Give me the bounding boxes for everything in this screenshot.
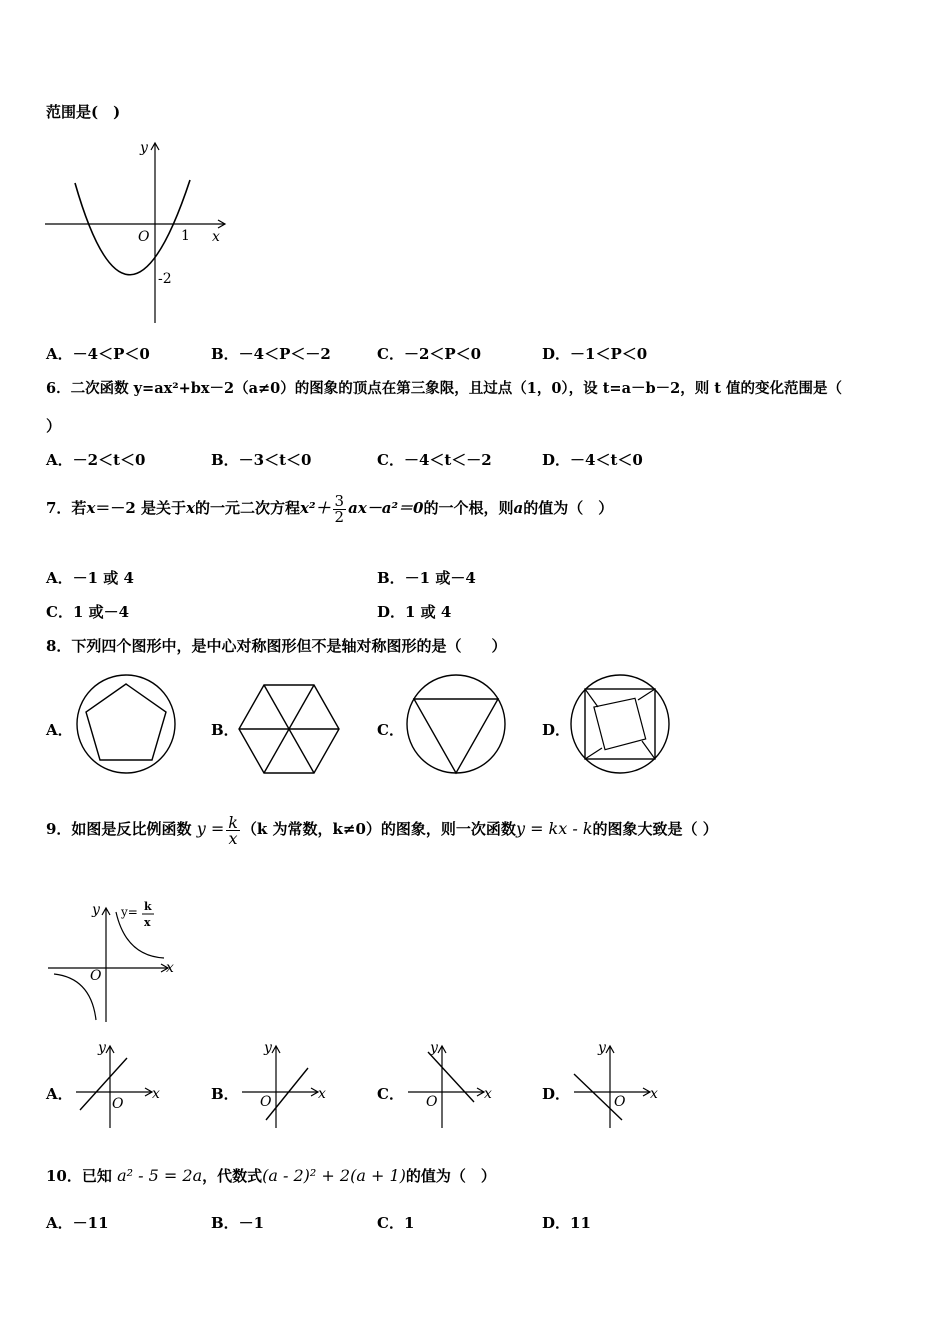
q7-option-b[interactable]: B．－1 或－4	[377, 569, 476, 587]
q7-stem	[46, 486, 613, 530]
q9d-x: x	[650, 1086, 658, 1102]
q9b-x: x	[318, 1086, 326, 1102]
q9-hyperbola-graph	[46, 898, 186, 1028]
q10-option-c[interactable]: C．1	[377, 1214, 415, 1232]
q9-y-eq: y =	[196, 819, 225, 838]
q5-option-a[interactable]: A．－4＜P＜0	[46, 345, 150, 363]
q7-ax: ax－a²＝0	[348, 499, 424, 517]
q9-option-b[interactable]: B．	[211, 1085, 239, 1103]
q10-option-b[interactable]: B．－1	[211, 1214, 265, 1232]
q8-label-b[interactable]: B．	[211, 721, 239, 739]
q9-graph-b	[238, 1040, 333, 1130]
q9-suffix: 的图象大致是（ ）	[592, 820, 718, 838]
q9c-o: O	[426, 1094, 438, 1110]
q8-label-d[interactable]: D．	[542, 721, 571, 739]
q9a-x: x	[152, 1086, 160, 1102]
q5-parabola-graph	[40, 138, 240, 333]
q7-a-var: a	[513, 499, 524, 517]
q5-one-label: 1	[181, 228, 190, 244]
q7-mid: 的一元二次方程	[195, 499, 301, 517]
q7-frac-num: 3	[334, 491, 345, 510]
q9b-o: O	[260, 1094, 272, 1110]
q8-figure-d-square-in-circle	[568, 672, 672, 776]
q7-frac-den: 2	[334, 507, 345, 526]
q9d-y: y	[598, 1040, 606, 1056]
q9-graph-c	[404, 1040, 499, 1130]
q9-linear: y = kx - k	[515, 819, 593, 838]
q5-y-label: y	[140, 140, 148, 156]
q7-xsq: x²＋	[300, 499, 331, 517]
q9-fraction	[226, 812, 240, 848]
q10-option-d[interactable]: D．11	[542, 1214, 591, 1232]
q7-suffix: 的一个根，则	[423, 499, 514, 517]
q9-option-d[interactable]: D．	[542, 1085, 571, 1103]
q10-expression: (a - 2)² + 2(a + 1)	[262, 1166, 406, 1185]
q7-x-var2: x	[186, 499, 196, 517]
q5-stem-tail: 范围是( )	[46, 103, 121, 121]
q5-option-c[interactable]: C．－2＜P＜0	[377, 345, 482, 363]
q7-fraction	[333, 491, 347, 526]
q6-option-d[interactable]: D．－4＜t＜0	[542, 451, 643, 469]
q10-mid: ，代数式	[202, 1167, 263, 1185]
q9-curve-label: y=	[121, 905, 138, 919]
q9a-y: y	[98, 1040, 106, 1056]
q9a-o: O	[112, 1096, 124, 1112]
q9-graph-d	[570, 1040, 665, 1130]
q8-figure-a-pentagon-in-circle	[74, 672, 178, 776]
q9-frac-den: x	[228, 828, 238, 848]
q7-x-var: x	[86, 499, 96, 517]
q9-frac-num: k	[228, 812, 238, 832]
q9-main-x-label: x	[166, 960, 174, 976]
q5-origin-label: O	[138, 229, 150, 245]
q10-equation: a² - 5 = 2a	[117, 1166, 203, 1185]
q9-option-a[interactable]: A．	[46, 1085, 73, 1103]
q5-option-b[interactable]: B．－4＜P＜－2	[211, 345, 331, 363]
q10-option-a[interactable]: A．－11	[46, 1214, 109, 1232]
q7-eq1: ＝－2 是关于	[95, 499, 187, 517]
q5-x-label: x	[212, 229, 220, 245]
q9c-x: x	[484, 1086, 492, 1102]
q7-option-c[interactable]: C．1 或－4	[46, 603, 130, 621]
q8-figure-c-triangle-in-circle	[404, 672, 508, 776]
q6-option-c[interactable]: C．－4＜t＜－2	[377, 451, 492, 469]
q7-end: 的值为（ ）	[523, 499, 614, 517]
q9-stem	[46, 805, 718, 853]
q5-neg2-label: -2	[158, 271, 172, 287]
q8-figure-b-hexagon	[236, 682, 342, 776]
q9-prefix: 9．如图是反比例函数	[46, 820, 192, 838]
q8-label-c[interactable]: C．	[377, 721, 404, 739]
q9d-o: O	[614, 1094, 626, 1110]
q5-option-d[interactable]: D．－1＜P＜0	[542, 345, 648, 363]
q9b-y: y	[264, 1040, 272, 1056]
q8-stem: 8．下列四个图形中，是中心对称图形但不是轴对称图形的是（ ）	[46, 637, 507, 655]
q8-label-a[interactable]: A．	[46, 721, 73, 739]
q6-option-a[interactable]: A．－2＜t＜0	[46, 451, 146, 469]
q10-suffix: 的值为（ ）	[405, 1167, 496, 1185]
q9c-y: y	[430, 1040, 438, 1056]
q9-curve-x: x	[144, 916, 151, 929]
q10-prefix: 10．已知	[46, 1167, 112, 1185]
q9-curve-k: k	[144, 900, 152, 913]
q6-stem-line2: ）	[46, 417, 62, 435]
q7-option-d[interactable]: D．1 或 4	[377, 603, 452, 621]
q7-option-a[interactable]: A．－1 或 4	[46, 569, 134, 587]
q9-mid: （k 为常数，k≠0）的图象，则一次函数	[241, 820, 516, 838]
q9-main-origin: O	[90, 968, 102, 984]
q6-stem-line1: 6．二次函数 y=ax²+bx－2（a≠0）的图象的顶点在第三象限，且过点（1，0），设 t=a－b－2，则 t 值的变化范围是（	[46, 380, 842, 397]
q9-graph-a	[72, 1040, 167, 1130]
q6-option-b[interactable]: B．－3＜t＜0	[211, 451, 312, 469]
q9-option-c[interactable]: C．	[377, 1085, 404, 1103]
q9-main-y-label: y	[92, 902, 100, 918]
q10-stem	[46, 1158, 496, 1194]
q7-prefix: 7．若	[46, 499, 87, 517]
